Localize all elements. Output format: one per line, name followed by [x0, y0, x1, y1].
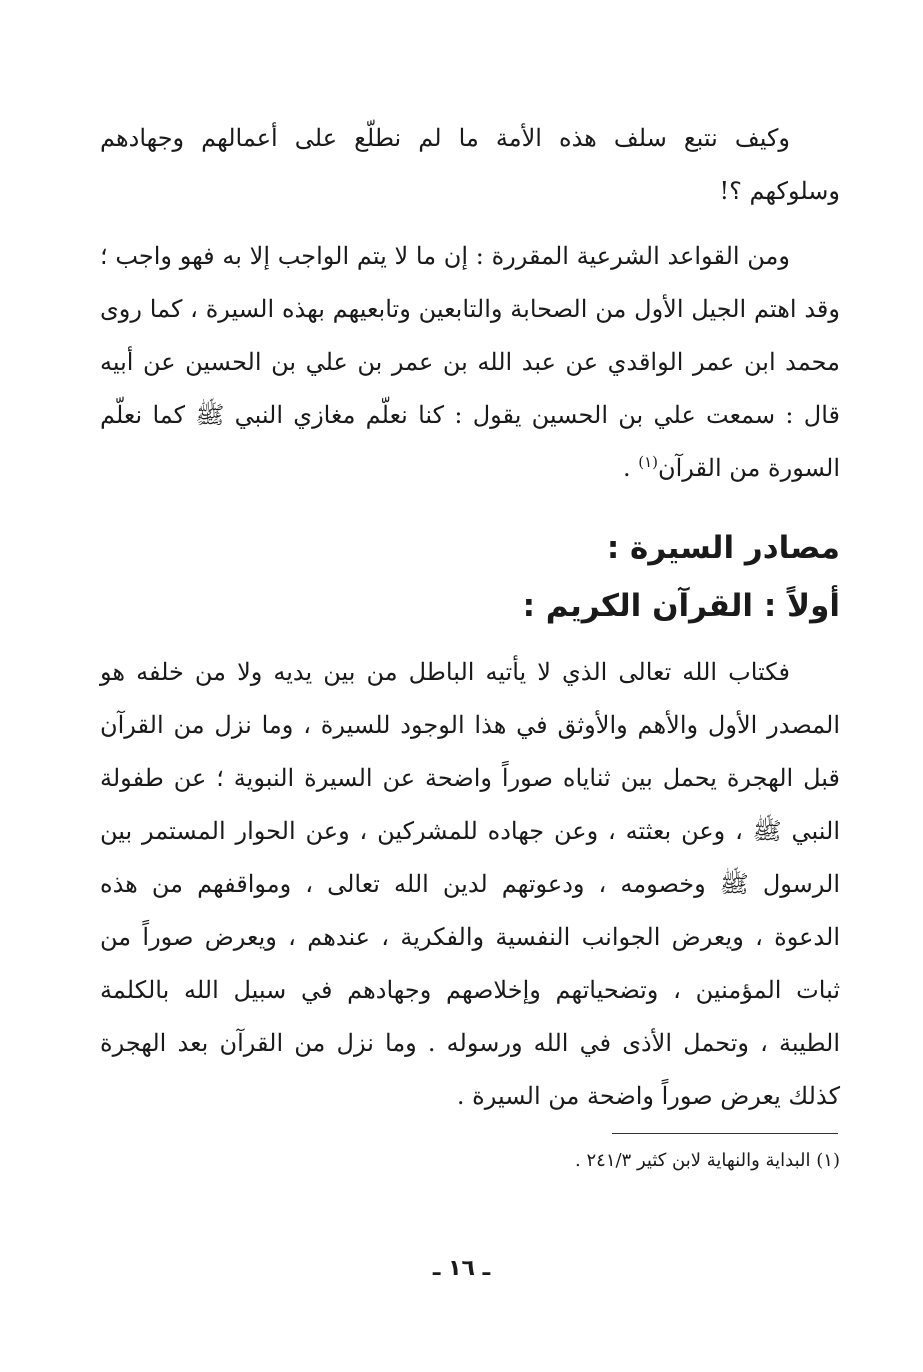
paragraph-ending: . [622, 454, 639, 482]
footnote-reference[interactable]: (١) [638, 453, 658, 471]
page-number: ـ ١٦ ـ [432, 1256, 491, 1281]
paragraph-following-predecessors [100, 112, 840, 218]
paragraph-text: ومن القواعد الشرعية المقررة : إن ما لا يتم الواجب إلا به فهو واجب ؛ وقد اهتم الجيل الأول من الصحابة والتابعين وتابعيهم بهذه السيرة ، كما روى محمد ابن عمر الواقدي عن عبد الله بن عمر بن علي بن الحسين عن أبيه قال : سمعت علي بن الحسين يقول : كنا نعلّم مغازي النبي ﷺ كما نعلّم السورة من القرآن [100, 242, 840, 482]
paragraph-text: فكتاب الله تعالى الذي لا يأتيه الباطل من بين يديه ولا من خلفه هو المصدر الأول والأهم والأوثق في هذا الوجود للسيرة ، وما نزل من القرآن قبل الهجرة يحمل بين ثناياه صوراً واضحة عن السيرة النبوية ؛ عن طفولة النبي ﷺ ، وعن بعثته ، وعن جهاده للمشركين ، وعن الحوار المستمر بين الرسول ﷺ وخصومه ، ودعوتهم لدين الله تعالى ، ومواقفهم من هذه الدعوة ، ويعرض الجوانب النفسية والفكرية ، عندهم ، ويعرض صوراً من ثبات المؤمنين ، وتضحياتهم وإخلاصهم وجهادهم في سبيل الله بالكلمة الطيبة ، وتحمل الأذى في الله ورسوله . وما نزل من القرآن بعد الهجرة كذلك يعرض صوراً واضحة من السيرة . [100, 658, 840, 1110]
paragraph-legal-rule [100, 230, 840, 495]
footnote-text: (١) البداية والنهاية لابن كثير ٢٤١/٣ . [575, 1150, 840, 1171]
paragraph-quran-source [100, 646, 840, 1123]
footnote-divider [612, 1133, 838, 1134]
subsection-heading-quran: أولاً : القرآن الكريم : [522, 588, 840, 624]
paragraph-text: وكيف نتبع سلف هذه الأمة ما لم نطلّع على أعمالهم وجهادهم وسلوكهم ؟! [100, 124, 840, 205]
section-heading-sources: مصادر السيرة : [606, 530, 840, 566]
